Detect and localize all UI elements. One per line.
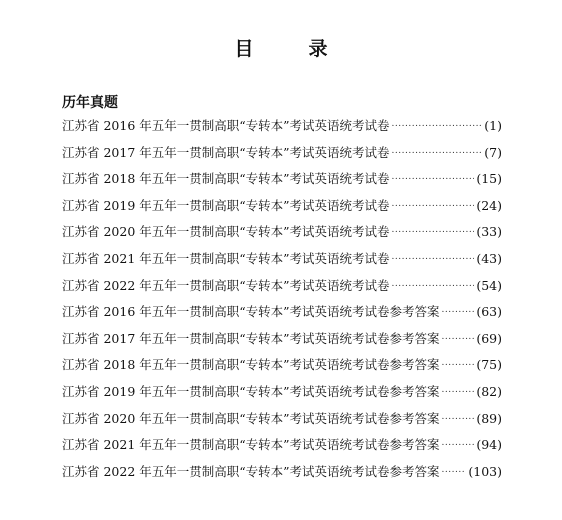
toc-entry-title: 江苏省 2020 年五年一贯制高职“专转本”考试英语统考试卷参考答案	[62, 410, 440, 426]
toc-page-number: (94)	[476, 437, 502, 453]
toc-entry-title: 江苏省 2019 年五年一贯制高职“专转本”考试英语统考试卷	[62, 197, 390, 213]
toc-entry[interactable]	[62, 276, 502, 303]
toc-entry-title: 江苏省 2017 年五年一贯制高职“专转本”考试英语统考试卷参考答案	[62, 330, 440, 346]
dot-leader	[392, 276, 475, 290]
toc-page-number: (33)	[476, 224, 502, 240]
toc-page-number: (89)	[476, 410, 502, 426]
toc-entry-title: 江苏省 2017 年五年一贯制高职“专转本”考试英语统考试卷	[62, 144, 390, 160]
toc-entry-title: 江苏省 2021 年五年一贯制高职“专转本”考试英语统考试卷	[62, 250, 390, 266]
toc-entry[interactable]	[62, 355, 502, 382]
toc-page-number: (43)	[476, 250, 502, 266]
dot-leader	[442, 462, 467, 476]
toc-entry-title: 江苏省 2018 年五年一贯制高职“专转本”考试英语统考试卷参考答案	[62, 357, 440, 373]
toc-entry[interactable]	[62, 302, 502, 329]
page-title: 目 录	[234, 38, 346, 60]
toc-entry[interactable]	[62, 143, 502, 170]
dot-leader	[442, 382, 475, 396]
toc-entry[interactable]	[62, 382, 502, 409]
toc-page-number: (15)	[476, 171, 502, 187]
toc-entry[interactable]	[62, 222, 502, 249]
dot-leader	[392, 143, 483, 157]
toc-entry-title: 江苏省 2018 年五年一贯制高职“专转本”考试英语统考试卷	[62, 171, 390, 187]
toc-entry-title: 江苏省 2020 年五年一贯制高职“专转本”考试英语统考试卷	[62, 224, 390, 240]
table-of-contents	[62, 116, 502, 488]
dot-leader	[392, 169, 475, 183]
toc-page-number: (1)	[484, 118, 502, 133]
toc-entry[interactable]	[62, 116, 502, 143]
dot-leader	[392, 196, 475, 210]
toc-page-number: (75)	[476, 357, 502, 373]
toc-entry[interactable]	[62, 169, 502, 196]
toc-entry-title: 江苏省 2016 年五年一贯制高职“专转本”考试英语统考试卷参考答案	[62, 304, 440, 320]
toc-page-number: (63)	[476, 304, 502, 320]
toc-entry[interactable]	[62, 462, 502, 489]
toc-entry[interactable]	[62, 409, 502, 436]
toc-page-number: (24)	[476, 197, 502, 213]
dot-leader	[392, 249, 475, 263]
dot-leader	[392, 222, 475, 236]
section-heading: 历年真题	[62, 95, 118, 111]
dot-leader	[442, 302, 475, 316]
toc-entry-title: 江苏省 2016 年五年一贯制高职“专转本”考试英语统考试卷	[62, 118, 390, 133]
toc-entry[interactable]	[62, 435, 502, 462]
dot-leader	[442, 409, 475, 423]
dot-leader	[442, 435, 475, 449]
toc-page-number: (69)	[476, 330, 502, 346]
dot-leader	[392, 116, 483, 130]
toc-page-number: (7)	[484, 144, 502, 160]
dot-leader	[442, 329, 475, 343]
toc-page-number: (103)	[468, 463, 502, 479]
dot-leader	[442, 355, 475, 369]
toc-entry-title: 江苏省 2022 年五年一贯制高职“专转本”考试英语统考试卷参考答案	[62, 463, 440, 479]
toc-entry[interactable]	[62, 249, 502, 276]
toc-entry-title: 江苏省 2021 年五年一贯制高职“专转本”考试英语统考试卷参考答案	[62, 437, 440, 453]
toc-page-number: (82)	[476, 383, 502, 399]
toc-page-number: (54)	[476, 277, 502, 293]
toc-entry-title: 江苏省 2019 年五年一贯制高职“专转本”考试英语统考试卷参考答案	[62, 383, 440, 399]
toc-entry[interactable]	[62, 329, 502, 356]
toc-entry[interactable]	[62, 196, 502, 223]
toc-entry-title: 江苏省 2022 年五年一贯制高职“专转本”考试英语统考试卷	[62, 277, 390, 293]
